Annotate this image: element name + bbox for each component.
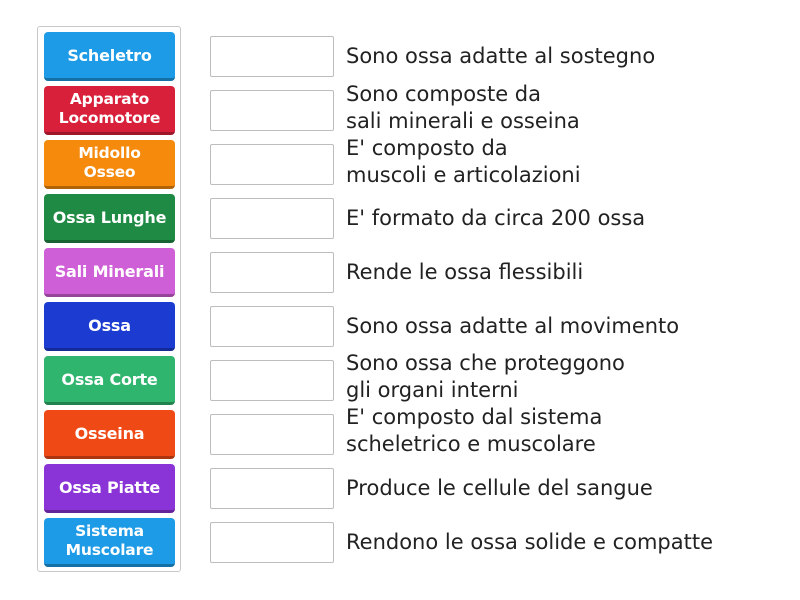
description-2: Sono composte da sali minerali e osseina — [346, 82, 580, 133]
description-7: Sono ossa che proteggono gli organi interni — [346, 351, 625, 402]
tile-label: Osseina — [74, 423, 145, 443]
drop-slot-4[interactable] — [210, 198, 334, 239]
tile-label: Midollo Osseo — [78, 144, 141, 181]
tile-label: Ossa Piatte — [59, 477, 160, 497]
description-5: Rende le ossa flessibili — [346, 260, 584, 284]
drop-slot-1[interactable] — [210, 36, 334, 77]
tile-midollo-osseo[interactable] — [44, 140, 175, 189]
drop-slot-5[interactable] — [210, 252, 334, 293]
tile-ossa-piatte[interactable] — [44, 464, 175, 513]
drop-slot-6[interactable] — [210, 306, 334, 347]
drop-slot-8[interactable] — [210, 414, 334, 455]
tile-ossa-corte[interactable] — [44, 356, 175, 405]
description-1: Sono ossa adatte al sostegno — [346, 44, 656, 68]
drop-slot-9[interactable] — [210, 468, 334, 509]
description-4: E' formato da circa 200 ossa — [346, 206, 646, 230]
description-8: E' composto dal sistema scheletrico e muscolare — [346, 405, 603, 456]
tile-label: Sistema Muscolare — [65, 522, 154, 559]
tile-label: Ossa — [88, 315, 131, 335]
tile-sali-minerali[interactable] — [44, 248, 175, 297]
drop-slot-10[interactable] — [210, 522, 334, 563]
tile-osseina[interactable] — [44, 410, 175, 459]
tile-label: Scheletro — [67, 45, 152, 65]
tile-apparato-locomotore[interactable] — [44, 86, 175, 135]
tile-label: Sali Minerali — [54, 261, 165, 281]
description-6: Sono ossa adatte al movimento — [346, 314, 680, 338]
tile-ossa[interactable] — [44, 302, 175, 351]
description-9: Produce le cellule del sangue — [346, 476, 653, 500]
drop-slot-3[interactable] — [210, 144, 334, 185]
description-3: E' composto da muscoli e articolazioni — [346, 136, 581, 187]
description-10: Rendono le ossa solide e compatte — [346, 530, 714, 554]
tile-label: Ossa Lunghe — [52, 207, 167, 227]
tile-label: Ossa Corte — [61, 369, 158, 389]
tile-sistema-muscolare[interactable] — [44, 518, 175, 567]
tile-label: Apparato Locomotore — [58, 90, 161, 127]
tile-ossa-lunghe[interactable] — [44, 194, 175, 243]
drop-slot-2[interactable] — [210, 90, 334, 131]
tile-scheletro[interactable] — [44, 32, 175, 81]
drop-slot-7[interactable] — [210, 360, 334, 401]
